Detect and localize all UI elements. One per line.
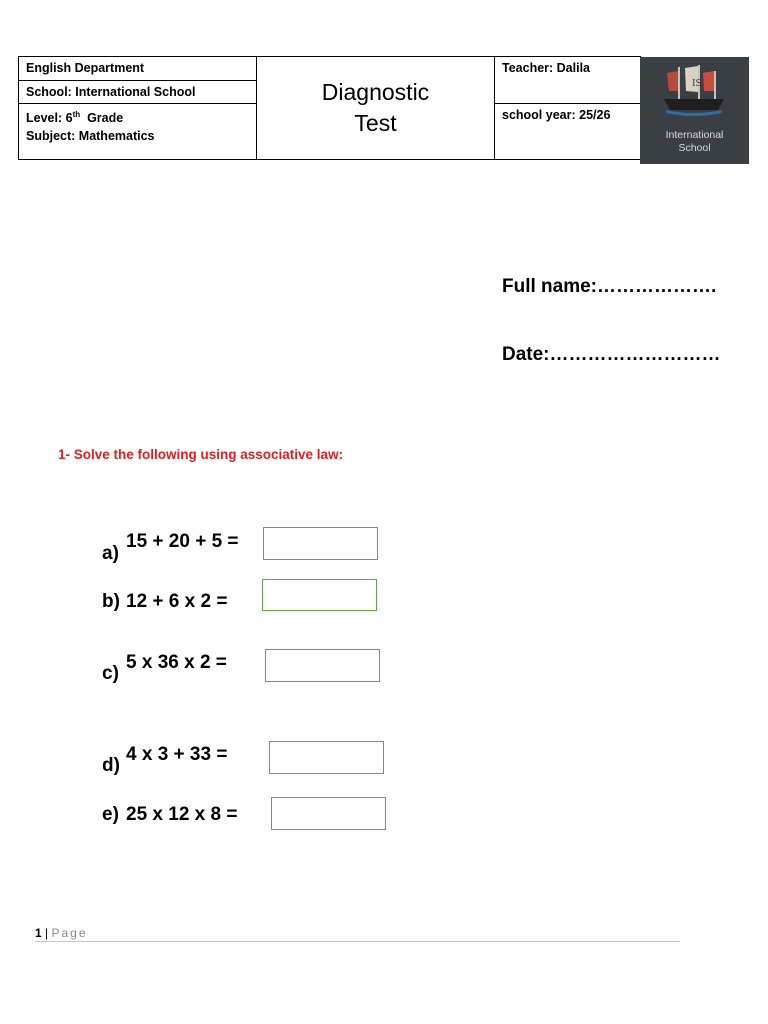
school-cell: School: International School <box>19 81 257 104</box>
level-subject-cell <box>19 104 257 160</box>
level-label: Level: 6th Grade <box>26 110 124 126</box>
footer-separator: | <box>41 926 52 940</box>
title-line-2: Test <box>354 110 397 136</box>
full-name-field: Full name:………………. <box>502 276 717 297</box>
page-footer <box>35 926 88 940</box>
item-d-answer-box[interactable] <box>269 741 384 774</box>
item-b-answer-box[interactable] <box>262 579 377 611</box>
header-table <box>18 56 641 160</box>
item-d-letter: d) <box>102 755 120 776</box>
item-d-expression: 4 x 3 + 33 = <box>126 744 228 765</box>
title-line-1: Diagnostic <box>321 79 430 105</box>
date-field: Date:……………………… <box>502 344 721 365</box>
item-a-letter: a) <box>102 543 119 564</box>
item-e-letter: e) <box>102 804 119 825</box>
page-label: Page <box>51 926 88 940</box>
school-logo <box>640 57 749 164</box>
item-c-letter: c) <box>102 663 119 684</box>
title-cell <box>257 57 495 160</box>
logo-text-line-1: International <box>665 129 724 141</box>
item-e-answer-box[interactable] <box>271 797 386 830</box>
department-cell: English Department <box>19 57 257 81</box>
school-year-cell: school year: 25/26 <box>495 104 641 160</box>
item-c-expression: 5 x 36 x 2 = <box>126 652 227 673</box>
page-number: 1 <box>35 926 42 940</box>
question-1-prompt: 1- Solve the following using associative law: <box>58 447 344 462</box>
item-a-expression: 15 + 20 + 5 = <box>126 531 239 552</box>
item-c-answer-box[interactable] <box>265 649 380 682</box>
teacher-cell: Teacher: Dalila <box>495 57 641 104</box>
item-b-letter: b) <box>102 591 120 612</box>
subject-label: Subject: Mathematics <box>26 129 155 144</box>
svg-text:IS: IS <box>692 79 702 89</box>
item-e-expression: 25 x 12 x 8 = <box>126 804 238 825</box>
item-a-answer-box[interactable] <box>263 527 378 560</box>
footer-divider <box>35 941 680 942</box>
item-b-expression: 12 + 6 x 2 = <box>126 591 228 612</box>
ship-icon <box>658 61 730 123</box>
logo-text <box>640 129 749 155</box>
logo-text-line-2: School <box>678 142 711 154</box>
